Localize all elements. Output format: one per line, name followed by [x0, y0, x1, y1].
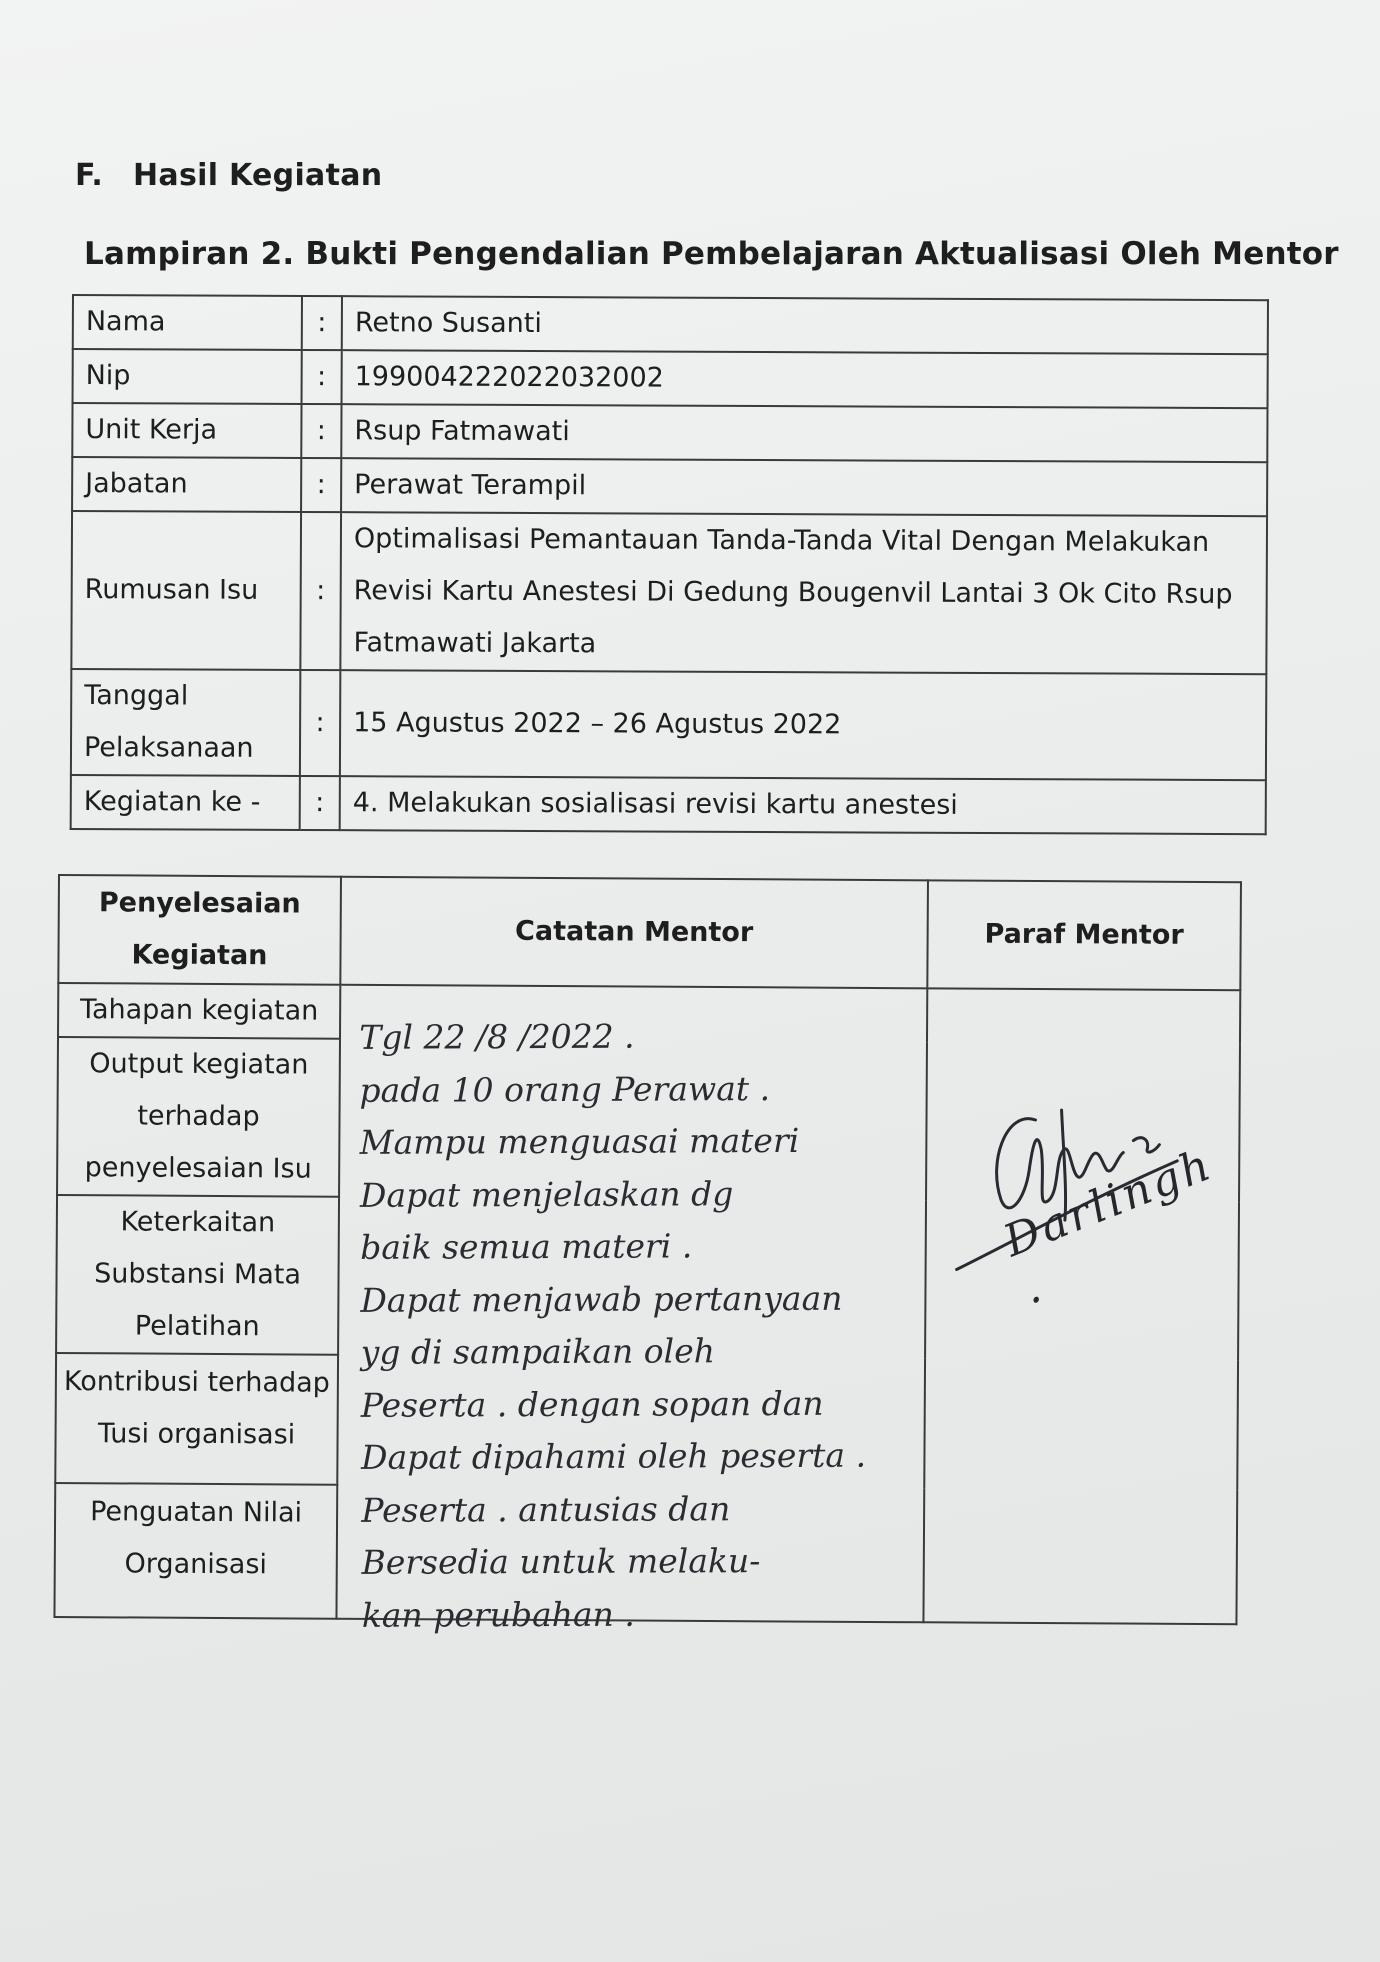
row-line: Tusi organisasi	[97, 1418, 296, 1451]
colon: :	[300, 670, 340, 776]
header-penyelesaian-kegiatan	[58, 875, 341, 985]
table-row	[72, 457, 1267, 516]
header-catatan-mentor: Catatan Mentor	[340, 877, 928, 989]
rumusan-isu-line: Optimalisasi Pemantauan Tanda-Tanda Vital Dengan Melakukan	[353, 523, 1210, 558]
row-tahapan-kegiatan	[58, 983, 340, 1039]
row-line: Organisasi	[124, 1548, 268, 1581]
colon: :	[301, 404, 341, 458]
identity-table	[70, 294, 1269, 835]
note-line: kan perubahan .	[361, 1594, 635, 1635]
catatan-mentor-cell	[336, 985, 927, 1635]
header-row	[58, 875, 1241, 990]
header-line: Penyelesaian	[98, 887, 301, 920]
note-line: Tgl 22 /8 /2022 .	[359, 1016, 635, 1057]
label-jabatan: Jabatan	[72, 457, 301, 512]
table-row	[72, 403, 1267, 462]
value-jabatan: Perawat Terampil	[341, 458, 1267, 516]
signature-name: Darlingh .	[996, 1138, 1220, 1315]
value-nama: Retno Susanti	[342, 296, 1268, 354]
row-keterkaitan-substansi	[56, 1195, 339, 1355]
row-kontribusi-tusi	[55, 1353, 338, 1485]
value-kegiatan-ke: 4. Melakukan sosialisasi revisi kartu anestesi	[340, 776, 1266, 834]
colon: :	[302, 350, 342, 404]
note-line: pada 10 orang Perawat .	[359, 1068, 771, 1110]
label-tanggal-pelaksanaan	[71, 669, 300, 776]
table-row	[73, 295, 1268, 354]
value-tanggal-pelaksanaan: 15 Agustus 2022 – 26 Agustus 2022	[340, 670, 1266, 780]
table-row	[71, 775, 1266, 834]
label-unit-kerja: Unit Kerja	[72, 403, 301, 458]
row-line: Output kegiatan	[89, 1048, 309, 1081]
rumusan-isu-line: Fatmawati Jakarta	[353, 627, 597, 660]
row-penguatan-nilai	[54, 1483, 337, 1619]
header-line: Kegiatan	[131, 939, 268, 972]
row-line: Substansi Mata	[94, 1258, 302, 1291]
header-paraf-mentor: Paraf Mentor	[927, 880, 1241, 990]
row-line: Keterkaitan	[120, 1206, 276, 1239]
section-heading	[75, 158, 382, 193]
label-nama: Nama	[73, 295, 302, 350]
label-line: Tanggal	[84, 680, 189, 712]
label-nip: Nip	[73, 349, 302, 404]
label-line: Pelaksanaan	[83, 732, 254, 764]
row-output-kegiatan	[57, 1037, 340, 1197]
lampiran-title: Lampiran 2. Bukti Pengendalian Pembelajaran Aktualisasi Oleh Mentor	[84, 236, 1339, 272]
table-row	[71, 511, 1267, 674]
note-line: Bersedia untuk melaku-	[361, 1541, 761, 1582]
note-line: Peserta . antusias dan	[361, 1488, 731, 1530]
colon: :	[301, 458, 341, 512]
paraf-mentor-cell	[923, 988, 1240, 1624]
handwritten-notes	[359, 1009, 962, 1642]
label-rumusan-isu: Rumusan Isu	[71, 511, 301, 670]
row-line: penyelesaian Isu	[84, 1152, 312, 1185]
row-line: Tahapan kegiatan	[79, 994, 319, 1027]
value-rumusan-isu	[340, 512, 1267, 674]
row-line: Pelatihan	[134, 1310, 260, 1343]
section-title: Hasil Kegiatan	[133, 158, 383, 193]
colon: :	[300, 512, 341, 670]
table-row	[58, 983, 1240, 1044]
colon: :	[300, 776, 340, 830]
section-letter: F.	[75, 158, 104, 193]
note-line: baik semua materi .	[360, 1226, 693, 1267]
colon: :	[302, 296, 342, 350]
row-line: terhadap	[137, 1100, 260, 1133]
row-line: Penguatan Nilai	[90, 1496, 303, 1529]
value-nip: 199004222022032002	[342, 350, 1268, 408]
mentor-signature	[924, 989, 1239, 1623]
note-line: Dapat menjelaskan dg	[359, 1173, 734, 1215]
value-unit-kerja: Rsup Fatmawati	[341, 404, 1267, 462]
rumusan-isu-line: Revisi Kartu Anestesi Di Gedung Bougenvil Lantai 3 Ok Cito Rsup	[353, 575, 1233, 611]
note-line: Peserta . dengan sopan dan	[360, 1383, 824, 1425]
mentor-table	[53, 874, 1242, 1635]
row-line: Kontribusi terhadap	[63, 1366, 330, 1399]
note-line: Dapat menjawab pertanyaan	[360, 1278, 843, 1320]
note-line: yg di sampaikan oleh	[360, 1331, 716, 1372]
note-line: Dapat dipahami oleh peserta .	[361, 1435, 867, 1477]
table-row	[71, 669, 1266, 780]
note-line: Mampu menguasai materi	[359, 1120, 800, 1162]
table-row	[73, 349, 1268, 408]
label-kegiatan-ke: Kegiatan ke -	[71, 775, 300, 830]
